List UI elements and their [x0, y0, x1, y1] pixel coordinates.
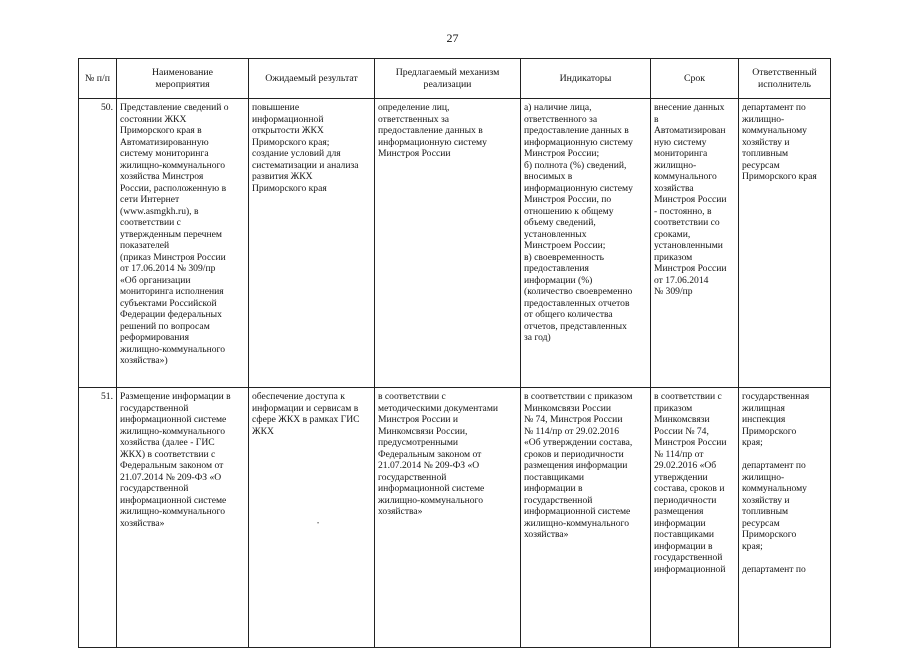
page-number: 27	[446, 31, 459, 45]
header-number: № п/п	[79, 59, 117, 99]
header-event: Наименование мероприятия	[117, 59, 249, 99]
header-result: Ожидаемый результат	[249, 59, 375, 99]
mechanism-cell: в соответствии с методическими документами Минстроя России и Минкомсвязи России, предусмотренными Федеральным законом от 21.07.2014 № 209-ФЗ «О государственной информационной системе жилищно-коммунального хозяйства»	[375, 388, 521, 648]
header-indicators: Индикаторы	[521, 59, 651, 99]
row-number: 50.	[79, 99, 117, 388]
result-cell: повышение информационной открытости ЖКХ Приморского края; создание условий для систематизации и анализа развития ЖКХ Приморского края	[249, 99, 375, 388]
term-cell: внесение данных в Автоматизирован ную систему мониторинга жилищно- коммунального хозяйства Минстроя России - постоянно, в соответствии со сроками, установленными приказом Минстроя России от 17.06.2014 № 309/пр	[651, 99, 739, 388]
row-number: 51.	[79, 388, 117, 648]
event-cell: Представление сведений о состоянии ЖКХ Приморского края в Автоматизированную систему мониторинга жилищно-коммунального хозяйства Минстроя России, расположенную в сети Интернет (www.asmgkh.ru), в соответствии с утвержденным перечнем показателей (приказ Минстроя России от 17.06.2014 № 309/пр «Об организации мониторинга исполнения субъектами Российской Федерации федеральных решений по вопросам реформирования жилищно-коммунального хозяйства»)	[117, 99, 249, 388]
header-mechanism: Предлагаемый механизм реализации	[375, 59, 521, 99]
event-cell: Размещение информации в государственной информационной системе жилищно-коммунального хозяйства (далее - ГИС ЖКХ) в соответствии с Федеральным законом от 21.07.2014 № 209-ФЗ «О государственной информационной системе жилищно-коммунального хозяйства»	[117, 388, 249, 648]
table-row	[79, 99, 831, 388]
responsible-cell: департамент по жилищно- коммунальному хозяйству и топливным ресурсам Приморского края	[739, 99, 831, 388]
header-responsible: Ответственный исполнитель	[739, 59, 831, 99]
indicators-cell: в соответствии с приказом Минкомсвязи России № 74, Минстроя России № 114/пр от 29.02.2016 «Об утверждении состава, сроков и периодичности размещения информации поставщиками информации в государственной информационной системе жилищно-коммунального хозяйства»	[521, 388, 651, 648]
header-term: Срок	[651, 59, 739, 99]
table-header-row	[79, 59, 831, 99]
action-plan-table	[78, 58, 831, 648]
result-cell: обеспечение доступа к информации и сервисам в сфере ЖКХ в рамках ГИС ЖКХ	[249, 388, 375, 648]
responsible-cell: государственная жилищная инспекция Приморского края; департамент по жилищно- коммунальному хозяйству и топливным ресурсам Приморского края; департамент по	[739, 388, 831, 648]
mechanism-cell: определение лиц, ответственных за предоставление данных в информационную систему Минстроя России	[375, 99, 521, 388]
scan-speck: •	[317, 521, 320, 527]
term-cell: в соответствии с приказом Минкомсвязи России № 74, Минстроя России № 114/пр от 29.02.2016 «Об утверждении состава, сроков и периодичности размещения информации поставщиками информации в государственной информационной	[651, 388, 739, 648]
table-row	[79, 388, 831, 648]
indicators-cell: а) наличие лица, ответственного за предоставление данных в информационную систему Минстроя России; б) полнота (%) сведений, вносимых в информационную систему Минстроя России, по отношению к общему объему сведений, установленных Минстроем России; в) своевременность предоставления информации (%) (количество своевременно предоставленных отчетов от общего количества отчетов, представленных за год)	[521, 99, 651, 388]
